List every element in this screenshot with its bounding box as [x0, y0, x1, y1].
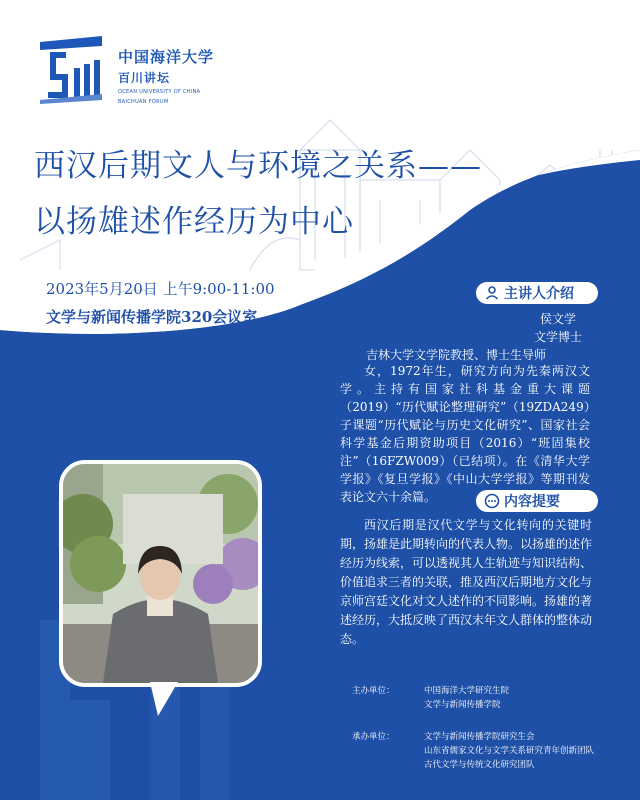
- header-logo-text: [118, 46, 214, 106]
- speaker-degree: 文学博士: [534, 330, 583, 344]
- speaker-section-heading: [476, 282, 598, 304]
- speaker-bio: 女，1972年生，研究方向为先秦两汉文学。主持有国家社科基金重大课题（2019）“历代赋论整理研究”（19ZDA249）子课题“历代赋论与历史文化研究”、国家社会科学基金后期资助项目（2016）“班固集校注”（16FZW009）（已结项）。在《清华大学学报》《复旦学报》《中山大学学报》等期刊发表论文六十余篇。: [340, 364, 590, 504]
- speaker-name: 侯文学: [540, 312, 577, 326]
- person-icon: [484, 285, 500, 301]
- speaker-heading-label: 主讲人介绍: [504, 286, 574, 302]
- lecture-datetime: 2023年5月20日 上午9:00-11:00: [46, 280, 275, 298]
- speaker-photo-illustration: [63, 464, 258, 683]
- lecture-title-line2: 以扬雄述作经历为中心: [34, 204, 354, 240]
- content-section-heading: [476, 490, 598, 512]
- lecture-title-line1: 西汉后期文人与环境之关系——: [34, 148, 482, 184]
- host-label: 主办单位：: [352, 686, 395, 696]
- speaker-title: 吉林大学文学院教授、博士生导师: [366, 348, 547, 362]
- chat-icon: [484, 493, 500, 509]
- lecture-venue: 文学与新闻传播学院320会议室: [46, 308, 258, 326]
- content-heading-label: 内容提要: [504, 494, 560, 510]
- organizer-unit-3: 古代文学与传统文化研究团队: [424, 760, 535, 770]
- baichuan-forum-logo: [36, 34, 106, 106]
- forum-name-cn: 百川讲坛: [118, 71, 171, 85]
- host-unit-1: 中国海洋大学研究生院: [424, 686, 510, 696]
- forum-name-en: BAICHUAN FORUM: [118, 99, 169, 105]
- lecture-abstract: 西汉后期是汉代文学与文化转向的关键时期，扬雄是此期转向的代表人物。以扬雄的述作经历为线索，可以透视其人生轨迹与知识结构、价值追求三者的关联，推及西汉后期地方文化与京师宫廷文化对文人述作的不同影响。扬雄的著述经历，大抵反映了西汉末年文人群体的整体动态。: [340, 518, 593, 646]
- speaker-photo: [59, 460, 262, 687]
- photo-speech-tail: [148, 680, 188, 720]
- organizer-unit-2: 山东省儒家文化与文学关系研究青年创新团队: [424, 746, 595, 756]
- organizer-label: 承办单位：: [352, 732, 395, 742]
- organizer-unit-1: 文学与新闻传播学院研究生会: [424, 732, 535, 742]
- university-name-en: OCEAN UNIVERSITY OF CHINA: [118, 89, 201, 95]
- host-unit-2: 文学与新闻传播学院: [424, 700, 501, 710]
- university-name-cn: 中国海洋大学: [118, 48, 215, 66]
